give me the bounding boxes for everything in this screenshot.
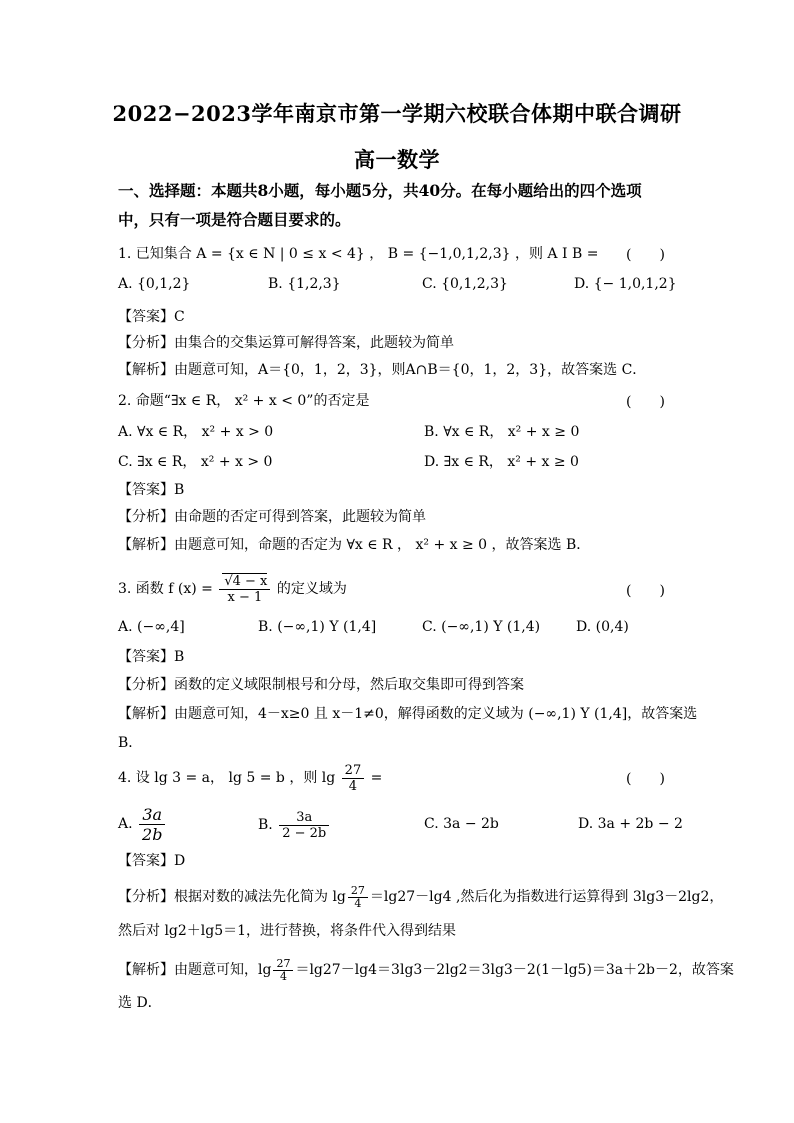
q1-option-a: A. {0,1,2} [118,276,191,292]
q3-solution-line2: B． [118,735,143,751]
q3-answer: 【答案】B [118,649,185,665]
q4-option-a-fraction: $\frac{3a}{2b}$ [139,805,165,844]
q2-option-b: B. ∀x ∈ R， x² + x ≥ 0 [424,424,580,440]
q4-option-a-label: A. [118,816,133,832]
q4-stem-prefix: 4. 设 lg 3 = a， lg 5 = b ，则 lg [118,770,336,786]
q1-answer: 【答案】C [118,309,185,325]
q2-answer-paren: ( ) [626,394,665,410]
q4-option-b-label: B. [258,817,273,833]
q4-fraction-numerator: 27 [342,763,365,779]
document-title: 2022−2023学年南京市第一学期六校联合体期中联合调研 [112,101,682,126]
q1-solution: 【解析】由题意可知，A＝{0，1，2，3}，则A∩B＝{0，1，2，3}，故答案选 C． [118,362,647,378]
q3-option-a: A. (−∞,4] [118,619,185,635]
section-heading-line1: 一、选择题：本题共8小题，每小题5分，共40分。在每小题给出的四个选项 [118,181,642,200]
q4-option-a [118,804,167,844]
q3-analysis: 【分析】函数的定义域限制根号和分母，然后取交集即可得到答案 [118,677,524,693]
q3-fraction-numerator: √4 − x [219,574,270,590]
q3-answer-paren: ( ) [626,583,665,599]
q2-analysis: 【分析】由命题的否定可得到答案，此题较为简单 [118,509,426,525]
q4-analysis-fraction: $\frac{27}{4}$ [348,885,368,910]
q4-fraction [342,763,365,794]
q4-analysis-line1: 【分析】根据对数的减法先化简为 lg $\frac{27}{4}$ ＝lg27－lg4 ,然后化为指数进行运算得到 3lg3－2lg2， [118,883,724,910]
q4-answer-paren: ( ) [626,771,665,787]
q1-option-b: B. {1,2,3} [268,276,341,292]
q3-fraction [219,574,270,605]
q2-option-d: D. ∃x ∈ R， x² + x ≥ 0 [424,454,579,470]
q3-option-d: D. (0,4) [576,619,629,635]
q4-option-b-fraction: $\frac{3a}{2 - 2b}$ [279,810,329,841]
q3-option-c: C. (−∞,1) Y (1,4) [422,619,541,635]
q2-option-c: C. ∃x ∈ R， x² + x > 0 [118,454,273,470]
q4-solution-line1: 【解析】由题意可知，lg $\frac{27}{4}$ ＝lg27－lg4＝3lg3－2lg2＝3lg3－2(1－lg5)＝3a＋2b－2，故答案 [118,956,734,983]
q2-option-a: A. ∀x ∈ R， x² + x > 0 [118,424,274,440]
q3-option-b: B. (−∞,1) Y (1,4] [258,619,377,635]
q1-answer-paren: ( ) [626,247,665,263]
q3-solution-line1: 【解析】由题意可知，4－x≥0 且 x－1≠0，解得函数的定义域为 (−∞,1) Y (1,4]，故答案选 [118,706,698,722]
q3-stem [118,570,347,608]
q4-fraction-denominator: 4 [348,778,358,794]
q4-option-b [258,806,331,844]
q4-stem [118,760,382,796]
q4-solution-line2: 选 D． [118,995,162,1011]
q2-stem: 2. 命题“∃x ∈ R， x² + x < 0”的否定是 [118,393,370,409]
q1-stem: 1. 已知集合 A = {x ∈ N | 0 ≤ x < 4} ， B = {−1,0,1,2,3} ，则 A I B = [118,246,599,262]
q3-stem-prefix: 3. 函数 f (x) = [118,581,213,597]
q1-option-d: D. {− 1,0,1,2} [574,276,677,292]
q4-option-c: C. 3a − 2b [424,816,499,832]
q3-stem-suffix: 的定义域为 [276,581,347,597]
q4-analysis-line2: 然后对 lg2＋lg5＝1，进行替换，将条件代入得到结果 [118,923,457,939]
section-heading-line2: 中，只有一项是符合题目要求的。 [118,210,351,229]
q4-option-d: D. 3a + 2b − 2 [578,816,683,832]
q4-stem-suffix: = [370,770,383,786]
q1-option-c: C. {0,1,2,3} [422,276,508,292]
q1-analysis: 【分析】由集合的交集运算可解得答案，此题较为简单 [118,335,454,351]
q2-answer: 【答案】B [118,482,185,498]
document-subtitle: 高一数学 [354,147,440,172]
q2-solution: 【解析】由题意可知，命题的否定为 ∀x ∈ R ， x² + x ≥ 0 ，故答案选 B． [118,537,591,553]
q3-fraction-denominator: x − 1 [227,589,263,605]
q4-solution-fraction: $\frac{27}{4}$ [273,958,293,983]
q4-answer: 【答案】D [118,853,186,869]
